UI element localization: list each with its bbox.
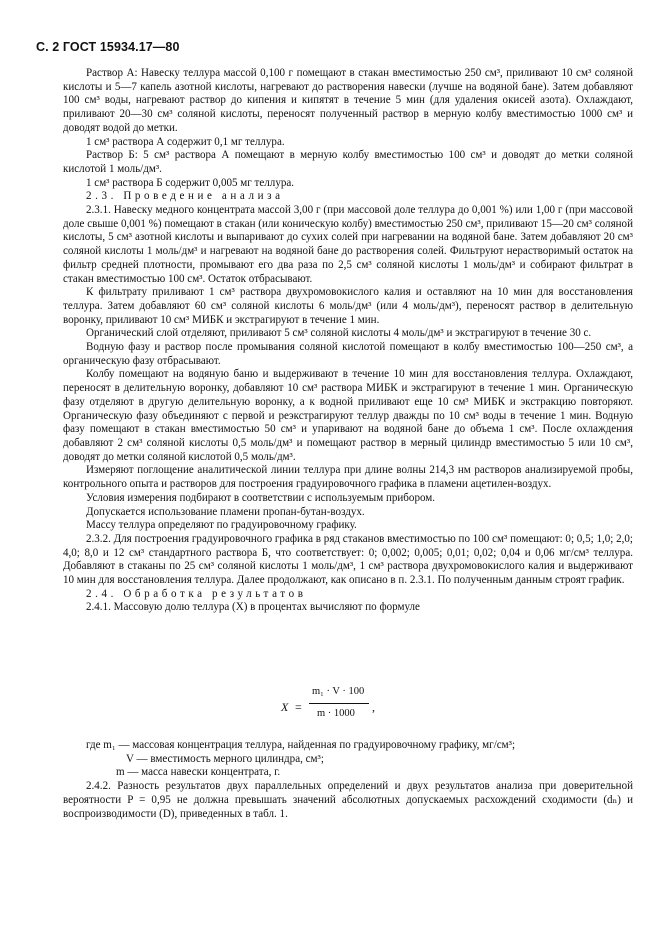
formula: [281, 686, 391, 730]
paragraph-solution-b: Раствор Б: 5 см³ раствора А помещают в мерную колбу вместимостью 100 см³ и доводят до метки соляной кислотой 1 моль/дм³.: [63, 149, 633, 175]
formula-explanation: [63, 739, 633, 821]
paragraph-measure-absorption: Измеряют поглощение аналитической линии теллура при длине волны 214,3 нм растворов анализируемой пробы, контрольного опыта и растворов для построения градуировочного графика в пламени ацетилен-воздух.: [63, 464, 633, 491]
paragraph-2-4-2: 2.4.2. Разность результатов двух параллельных определений и двух результатов анализа при доверительной вероятности P = 0,95 не должна превышать значений абсолютных допускаемых расхождений сходимости (dₙ) и воспроизводимости (D), приведенных в табл. 1.: [63, 780, 633, 820]
formula-numerator: m₁ · V · 100: [312, 686, 365, 697]
where-line-m1: где m₁ — массовая концентрация теллура, найденная по градуировочному графику, мг/см³;: [86, 739, 516, 751]
paragraph-solution-b-content: 1 см³ раствора Б содержит 0,005 мг теллура.: [86, 176, 295, 189]
paragraph-filtrate: К фильтрату приливают 1 см³ раствора двухромовокислого калия и оставляют на 10 мин для восстановления теллура. Затем добавляют 60 см³ соляной кислоты 6 моль/дм³ (или 4 моль/дм³), переносят раствор в делительную воронку, приливают 10 см³ МИБК и экстрагируют в течение 1 мин.: [63, 286, 633, 326]
where-line-m: m — масса навески концентрата, г.: [116, 766, 281, 779]
paragraph-conditions: Условия измерения подбирают в соответствии с используемым прибором.: [86, 491, 436, 504]
paragraph-mass-determination: Массу теллура определяют по градуировочному графику.: [86, 519, 357, 532]
formula-comma: ,: [372, 700, 375, 714]
paragraph-organic-layer: Органический слой отделяют, приливают 5 см³ соляной кислоты 4 моль/дм³ и экстрагируют в течение 30 с.: [86, 327, 592, 340]
paragraph-flame: Допускается использование пламени пропан-бутан-воздух.: [86, 505, 365, 518]
fraction-bar: [309, 703, 369, 704]
where-line-v: V — вместимость мерного цилиндра, см³;: [126, 752, 324, 765]
paragraph-aqueous-phase: Водную фазу и раствор после промывания соляной кислотой помещают в колбу вместимостью 100—250 см³, а органическую фазу отбрасывают.: [63, 341, 633, 367]
page-header: С. 2 ГОСТ 15934.17—80: [36, 40, 180, 54]
paragraph-2-4-1: 2.4.1. Массовую долю теллура (X) в процентах вычисляют по формуле: [86, 601, 420, 614]
formula-denominator: m · 1000: [317, 708, 355, 719]
section-heading-2-4: 2.4. Обработка результатов: [86, 587, 307, 600]
document-body: [63, 67, 633, 615]
paragraph-2-3-1: 2.3.1. Навеску медного концентрата массой 3,00 г (при массовой доле теллура до 0,001 %) или 1,00 г (при массовой доле свыше 0,001 %) помещают в стакан (или коническую колбу) вместимостью 250 см³, приливают 15—20 см³ соляной кислоты, 5 см³ азотной кислоты и выпаривают до сухих солей при нагревании на водяной бане. Затем добавляют 20 см³ соляной кислоты 1 моль/дм³ и нагревают на водяной бане до растворения солей. Фильтруют нерастворимый остаток на фильтр средней плотности, промывают его два раза по 2,5 см³ соляной кислоты 1 моль/дм³ и собирают фильтрат в стакан вместимостью 100 см³. Остаток отбрасывают.: [63, 204, 633, 285]
paragraph-2-3-2: 2.3.2. Для построения градуировочного графика в ряд стаканов вместимостью по 100 см³ помещают: 0; 0,5; 1,0; 2,0; 4,0; 8,0 и 12 см³ стандартного раствора Б, что соответствует: 0; 0,002; 0,005; 0,01; 0,02; 0,04 и 0,06 мг/см³ теллура. Добавляют в стаканы по 25 см³ соляной кислоты 1 моль/дм³, 1 см³ раствора двухромовокислого калия и выдерживают 10 мин для восстановления теллура. Далее продолжают, как описано в п. 2.3.1. По полученным данным строят график.: [63, 532, 633, 587]
section-heading-2-3: 2.3. Проведение анализа: [86, 190, 284, 203]
paragraph-solution-a: Раствор А: Навеску теллура массой 0,100 г помещают в стакан вместимостью 250 см³, приливают 10 см³ соляной кислоты и 5—7 капель азотной кислоты, нагревают до растворения навески (лучше на водяной бане). Затем добавляют 100 см³ воды, нагревают раствор до кипения и кипятят в течение 5 мин (для удаления окисей азота). Охлаждают, приливают 20—30 см³ соляной кислоты, переносят полученный раствор в мерную колбу вместимостью 1000 см³ и доводят водой до метки.: [63, 67, 633, 134]
paragraph-solution-a-content: 1 см³ раствора А содержит 0,1 мг теллура.: [86, 135, 285, 148]
formula-lhs: X: [281, 700, 289, 714]
formula-equals: =: [295, 700, 302, 714]
paragraph-flask: Колбу помещают на водяную баню и выдерживают в течение 10 мин для восстановления теллура. Охлаждают, переносят в делительную воронку, добавляют 10 см³ раствора МИБК и экстрагируют в течение 1 мин. Органическую фазу отделяют в другую делительную воронку, а к водной приливают еще 10 см³ МИБК и экстракцию повторяют. Органическую фазу объединяют с первой и реэкстрагируют теллур дважды по 10 см³ воды в течение 1 мин. Водную фазу помещают в стакан вместимостью 50 см³ и упаривают на водяной бане до объема 1 см³. После охлаждения добавляют 2 см³ соляной кислоты 0,5 моль/дм³ и помещают раствор в мерный цилиндр вместимостью 5 или 10 см³, доводят до метки соляной кислотой 0,5 моль/дм³.: [63, 368, 633, 463]
